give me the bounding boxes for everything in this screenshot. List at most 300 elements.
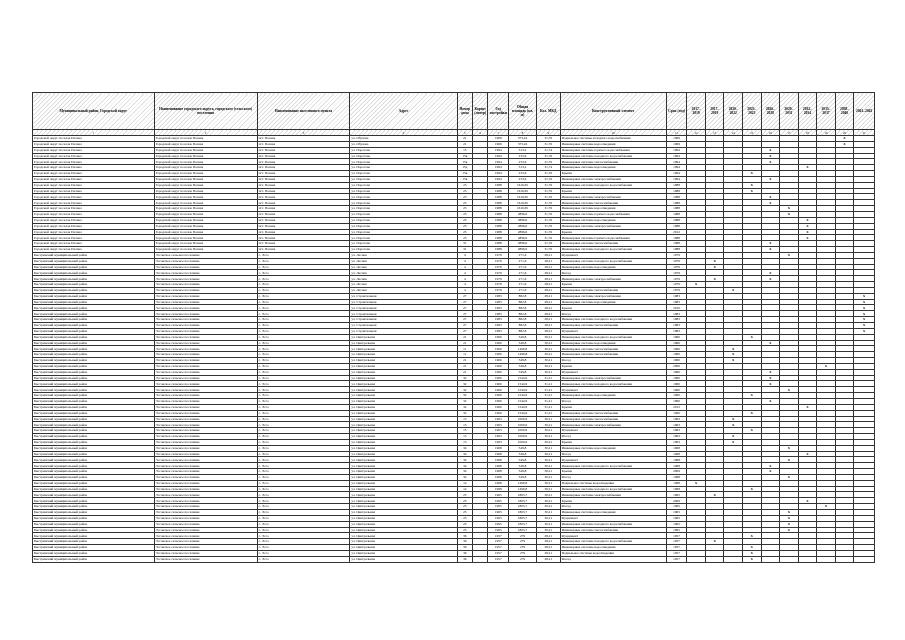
schedule-mark: X bbox=[798, 223, 817, 229]
table-cell: ул. Поротова bbox=[350, 235, 457, 241]
table-cell: Инженерные системы холодного водоснабжения bbox=[560, 539, 666, 545]
table-cell: Фундамент bbox=[560, 428, 666, 434]
table-cell: Городской округ поселок Палана bbox=[154, 200, 257, 206]
table-cell: 1994 bbox=[488, 147, 509, 153]
schedule-mark: X bbox=[780, 527, 799, 533]
table-cell: 30,21 bbox=[536, 346, 560, 352]
table-cell: Фундамент bbox=[560, 533, 666, 539]
table-cell: Эссовское сельское поселение bbox=[154, 264, 257, 270]
table-cell: 28,21 bbox=[536, 556, 560, 562]
table-cell: Быстринский муниципальный район bbox=[33, 252, 155, 258]
column-number: 21 bbox=[854, 130, 875, 136]
table-cell: Инженерные системы электроснабжения bbox=[560, 276, 666, 282]
table-cell: Фасад bbox=[560, 270, 666, 276]
table-cell: 1968 bbox=[666, 480, 687, 486]
table-cell: Крыша bbox=[560, 188, 666, 194]
table-cell: ул. Лесная bbox=[350, 270, 457, 276]
column-header: 2017–2019 bbox=[687, 93, 706, 130]
table-cell: Эссовское сельское поселение bbox=[154, 457, 257, 463]
table-cell: 1968 bbox=[488, 474, 509, 480]
table-cell: Быстринский муниципальный район bbox=[33, 469, 155, 475]
schedule-mark: X bbox=[780, 474, 799, 480]
table-cell: 279 bbox=[509, 556, 537, 562]
column-number: 4 bbox=[350, 130, 457, 136]
table-cell: 23 bbox=[457, 182, 472, 188]
table-cell: с. Эссо bbox=[257, 387, 350, 393]
table-cell: Городской округ поселок Палана bbox=[154, 182, 257, 188]
table-cell: 1968 bbox=[488, 451, 509, 457]
table-cell: Быстринский муниципальный район bbox=[33, 381, 155, 387]
table-cell: Городской округ поселок Палана bbox=[33, 188, 155, 194]
table-cell: 1960 bbox=[666, 375, 687, 381]
table-cell: Городской округ поселок Палана bbox=[33, 223, 155, 229]
table-cell: Быстринский муниципальный район bbox=[33, 457, 155, 463]
table-cell: Инженерные системы теплоснабжения bbox=[560, 416, 666, 422]
table-cell: 1988 bbox=[488, 223, 509, 229]
table-cell: Инженерные системы холодного водоснабжения bbox=[560, 317, 666, 323]
table-cell: 2896,6 bbox=[509, 241, 537, 247]
table-cell: ул. Лесная bbox=[350, 258, 457, 264]
table-cell: 23 bbox=[457, 206, 472, 212]
table-cell: 1616,65 bbox=[509, 194, 537, 200]
table-cell: 1988 bbox=[488, 229, 509, 235]
column-number: 7 bbox=[488, 130, 509, 136]
table-cell: ул. Центральная bbox=[350, 445, 457, 451]
table-cell: Инженерные системы электроснабжения bbox=[560, 375, 666, 381]
table-cell: 2896,6 bbox=[509, 211, 537, 217]
column-number: 8 bbox=[509, 130, 537, 136]
table-cell: ул. Поротова bbox=[350, 247, 457, 253]
schedule-mark: X bbox=[743, 545, 762, 551]
table-cell: 28,21 bbox=[536, 282, 560, 288]
table-cell: Эссовское сельское поселение bbox=[154, 381, 257, 387]
table-cell: ул. Строительная bbox=[350, 293, 457, 299]
schedule-mark: X bbox=[761, 270, 780, 276]
table-cell: с. Эссо bbox=[257, 323, 350, 329]
table-cell: с. Эссо bbox=[257, 521, 350, 527]
table-cell: Фундамент bbox=[560, 457, 666, 463]
table-cell: Крыша bbox=[560, 469, 666, 475]
table-cell: 1963 bbox=[488, 434, 509, 440]
column-header: Номер дома bbox=[457, 93, 472, 130]
table-cell: 2896,6 bbox=[509, 217, 537, 223]
schedule-mark: X bbox=[724, 422, 743, 428]
table-cell: 1960 bbox=[666, 410, 687, 416]
table-cell: 30,21 bbox=[536, 439, 560, 445]
table-cell: с. Эссо bbox=[257, 445, 350, 451]
column-header: 2038–2040 bbox=[835, 93, 854, 130]
table-cell: 1863,7 bbox=[509, 527, 537, 533]
table-cell: Быстринский муниципальный район bbox=[33, 474, 155, 480]
schedule-mark: X bbox=[798, 165, 817, 171]
table-cell: 271,6 bbox=[509, 258, 537, 264]
table-cell: 1994 bbox=[666, 171, 687, 177]
table-cell: 1499,8 bbox=[509, 486, 537, 492]
schedule-mark: X bbox=[854, 305, 875, 311]
table-cell: 31,76 bbox=[536, 194, 560, 200]
table-cell: 1968 bbox=[666, 474, 687, 480]
column-number: 16 bbox=[761, 130, 780, 136]
table-cell: Эссовское сельское поселение bbox=[154, 434, 257, 440]
table-cell: 31,76 bbox=[536, 136, 560, 142]
table-cell: Эссовское сельское поселение bbox=[154, 492, 257, 498]
table-cell: 25 bbox=[457, 235, 472, 241]
table-cell: 2896,6 bbox=[509, 247, 537, 253]
schedule-mark: X bbox=[724, 346, 743, 352]
table-cell: Городской округ поселок Палана bbox=[33, 171, 155, 177]
table-cell: 1988 bbox=[488, 188, 509, 194]
table-cell: 30,21 bbox=[536, 527, 560, 533]
table-cell: 271,6 bbox=[509, 282, 537, 288]
table-cell: 271,6 bbox=[509, 276, 537, 282]
table-cell: Инженерные системы электроснабжения bbox=[560, 492, 666, 498]
table-cell: Быстринский муниципальный район bbox=[33, 556, 155, 562]
table-cell: 31,76 bbox=[536, 176, 560, 182]
table-cell: Эссовское сельское поселение bbox=[154, 504, 257, 510]
table-cell: 2896,6 bbox=[509, 223, 537, 229]
table-cell: Инженерные системы водоотведения bbox=[560, 165, 666, 171]
table-cell: Фасад bbox=[560, 504, 666, 510]
schedule-mark: X bbox=[743, 182, 762, 188]
table-cell: 1994 bbox=[488, 171, 509, 177]
table-cell: 1000,6 bbox=[509, 416, 537, 422]
schedule-mark: X bbox=[761, 276, 780, 282]
schedule-mark: X bbox=[761, 340, 780, 346]
table-cell: 1979 bbox=[666, 264, 687, 270]
table-cell: 549,8 bbox=[509, 451, 537, 457]
table-cell: с. Эссо bbox=[257, 434, 350, 440]
table-cell: Эссовское сельское поселение bbox=[154, 527, 257, 533]
table-cell: ул. Центральная bbox=[350, 480, 457, 486]
table-cell: 31,76 bbox=[536, 171, 560, 177]
table-cell: 1994 bbox=[666, 159, 687, 165]
table-cell: 1960 bbox=[666, 393, 687, 399]
table-cell: 15д bbox=[457, 165, 472, 171]
table-cell: Городской округ поселок Палана bbox=[154, 229, 257, 235]
table-cell: 1960 bbox=[666, 358, 687, 364]
table-cell: Городской округ поселок Палана bbox=[154, 136, 257, 142]
table-cell: Быстринский муниципальный район bbox=[33, 422, 155, 428]
table-cell: 27 bbox=[457, 305, 472, 311]
table-cell: 1965 bbox=[488, 498, 509, 504]
table-cell: Эссовское сельское поселение bbox=[154, 299, 257, 305]
table-cell: 23 bbox=[457, 200, 472, 206]
table-cell: Эссовское сельское поселение bbox=[154, 416, 257, 422]
table-cell: 1963 bbox=[666, 434, 687, 440]
table-cell: 279 bbox=[509, 533, 537, 539]
table-cell: 25 bbox=[457, 498, 472, 504]
table-cell: Быстринский муниципальный район bbox=[33, 369, 155, 375]
schedule-mark: X bbox=[761, 159, 780, 165]
table-cell: с. Эссо bbox=[257, 515, 350, 521]
schedule-mark: X bbox=[724, 352, 743, 358]
schedule-mark: X bbox=[761, 369, 780, 375]
table-cell: с. Эссо bbox=[257, 451, 350, 457]
table-cell: ул. Обухова bbox=[350, 136, 457, 142]
schedule-mark: X bbox=[724, 416, 743, 422]
table-cell: 1957 bbox=[666, 550, 687, 556]
table-cell: 279 bbox=[509, 539, 537, 545]
table-cell: 1544,9 bbox=[509, 393, 537, 399]
table-cell: 1960 bbox=[488, 381, 509, 387]
table-cell: с. Эссо bbox=[257, 416, 350, 422]
table-cell: 25 bbox=[457, 521, 472, 527]
table-cell: Быстринский муниципальный район bbox=[33, 504, 155, 510]
table-cell: ул. Поротова bbox=[350, 229, 457, 235]
table-cell: Быстринский муниципальный район bbox=[33, 328, 155, 334]
table-cell: Быстринский муниципальный район bbox=[33, 498, 155, 504]
table-cell: 1963 bbox=[666, 416, 687, 422]
schedule-mark: X bbox=[817, 363, 836, 369]
table-cell: ул. Центральная bbox=[350, 387, 457, 393]
column-header: 2041–2043 bbox=[854, 93, 875, 130]
table-cell: 1863,7 bbox=[509, 498, 537, 504]
schedule-mark: X bbox=[743, 188, 762, 194]
capital-repair-table bbox=[32, 92, 875, 563]
schedule-mark: X bbox=[780, 206, 799, 212]
table-cell: Инженерные системы электроснабжения bbox=[560, 176, 666, 182]
schedule-mark: X bbox=[780, 521, 799, 527]
table-cell: с. Эссо bbox=[257, 305, 350, 311]
table-cell: с. Эссо bbox=[257, 358, 350, 364]
table-cell: ул. Поротова bbox=[350, 176, 457, 182]
table-cell: Эссовское сельское поселение bbox=[154, 340, 257, 346]
table-cell: Быстринский муниципальный район bbox=[33, 387, 155, 393]
table-cell: Эссовское сельское поселение bbox=[154, 317, 257, 323]
table-cell: 1544,9 bbox=[509, 410, 537, 416]
schedule-mark: X bbox=[761, 247, 780, 253]
table-cell: ул. Центральная bbox=[350, 474, 457, 480]
table-cell: Быстринский муниципальный район bbox=[33, 334, 155, 340]
table-cell: Эссовское сельское поселение bbox=[154, 545, 257, 551]
table-cell: 1979 bbox=[488, 276, 509, 282]
table-cell: 21 bbox=[457, 334, 472, 340]
schedule-mark: X bbox=[854, 323, 875, 329]
column-number: 3 bbox=[257, 130, 350, 136]
table-cell: Городской округ поселок Палана bbox=[33, 211, 155, 217]
table-cell: Крыша bbox=[560, 404, 666, 410]
table-cell: Эссовское сельское поселение bbox=[154, 276, 257, 282]
schedule-mark: X bbox=[780, 445, 799, 451]
table-cell: 30,21 bbox=[536, 352, 560, 358]
table-cell: 1983 bbox=[488, 305, 509, 311]
table-cell: 271,6 bbox=[509, 252, 537, 258]
table-cell: Городской округ поселок Палана bbox=[33, 247, 155, 253]
table-cell: Эссовское сельское поселение bbox=[154, 539, 257, 545]
table-cell: 1616,65 bbox=[509, 182, 537, 188]
table-cell: 28,21 bbox=[536, 311, 560, 317]
table-cell: Эссовское сельское поселение bbox=[154, 439, 257, 445]
table-cell: 31,76 bbox=[536, 247, 560, 253]
table-cell: 1994 bbox=[488, 176, 509, 182]
table-cell: пгт. Палана bbox=[257, 159, 350, 165]
table-cell: 1988 bbox=[666, 211, 687, 217]
table-cell: 1960 bbox=[666, 381, 687, 387]
column-number: 14 bbox=[724, 130, 743, 136]
schedule-mark: X bbox=[798, 235, 817, 241]
table-cell: ул. Поротова bbox=[350, 147, 457, 153]
table-cell: 1983 bbox=[666, 293, 687, 299]
table-cell: Быстринский муниципальный район bbox=[33, 480, 155, 486]
table-cell: Быстринский муниципальный район bbox=[33, 311, 155, 317]
table-cell: Инженерные системы водоотведения bbox=[560, 510, 666, 516]
table-cell: ул. Поротова bbox=[350, 165, 457, 171]
table-cell: 271,6 bbox=[509, 270, 537, 276]
table-cell: 30,21 bbox=[536, 428, 560, 434]
table-cell: 31,76 bbox=[536, 241, 560, 247]
table-cell: 549,8 bbox=[509, 469, 537, 475]
table-cell: 28,21 bbox=[536, 539, 560, 545]
table-cell: 11 bbox=[457, 346, 472, 352]
table-cell: Городской округ поселок Палана bbox=[154, 159, 257, 165]
table-cell: 1979 bbox=[666, 252, 687, 258]
schedule-mark: X bbox=[761, 463, 780, 469]
table-cell: 1965 bbox=[488, 527, 509, 533]
table-cell: Фасад bbox=[560, 474, 666, 480]
table-cell: 1968 bbox=[488, 486, 509, 492]
table-cell: Крыша bbox=[560, 439, 666, 445]
table-cell: 1988 bbox=[488, 235, 509, 241]
table-cell: пгт. Палана bbox=[257, 235, 350, 241]
table-cell: 1988 bbox=[488, 217, 509, 223]
table-cell: 1983 bbox=[666, 317, 687, 323]
table-cell: 1960 bbox=[488, 346, 509, 352]
table-cell: Фасад bbox=[560, 311, 666, 317]
schedule-mark: X bbox=[854, 328, 875, 334]
table-cell: 28,21 bbox=[536, 317, 560, 323]
table-cell: Эссовское сельское поселение bbox=[154, 463, 257, 469]
table-cell: 233,6 bbox=[509, 159, 537, 165]
table-cell: 882,8 bbox=[509, 299, 537, 305]
table-cell: 27 bbox=[457, 317, 472, 323]
table-cell: пгт. Палана bbox=[257, 153, 350, 159]
table-cell: с. Эссо bbox=[257, 369, 350, 375]
table-cell: 1965 bbox=[488, 521, 509, 527]
table-cell: Городской округ поселок Палана bbox=[154, 223, 257, 229]
schedule-mark: X bbox=[705, 258, 724, 264]
table-cell: с. Эссо bbox=[257, 463, 350, 469]
table-cell: пгт. Палана bbox=[257, 194, 350, 200]
table-cell: 1616,65 bbox=[509, 200, 537, 206]
table-cell: ул. Центральная bbox=[350, 398, 457, 404]
table-cell: 32 bbox=[457, 398, 472, 404]
table-cell: с. Эссо bbox=[257, 276, 350, 282]
table-cell: 1957 bbox=[488, 556, 509, 562]
table-cell: Инженерные системы водоотведения bbox=[560, 141, 666, 147]
schedule-mark: X bbox=[743, 556, 762, 562]
table-cell: Инженерные системы горячего водоснабжения bbox=[560, 235, 666, 241]
table-cell: 28,21 bbox=[536, 299, 560, 305]
table-cell: Быстринский муниципальный район bbox=[33, 346, 155, 352]
schedule-mark: X bbox=[705, 264, 724, 270]
schedule-mark: X bbox=[761, 147, 780, 153]
table-cell: с. Эссо bbox=[257, 346, 350, 352]
spreadsheet-page bbox=[32, 92, 905, 563]
schedule-mark: X bbox=[743, 334, 762, 340]
table-cell: 31,76 bbox=[536, 188, 560, 194]
schedule-mark bbox=[854, 556, 875, 562]
table-cell: Быстринский муниципальный район bbox=[33, 492, 155, 498]
table-cell: 15в bbox=[457, 171, 472, 177]
table-cell: Быстринский муниципальный район bbox=[33, 545, 155, 551]
column-number: 1 bbox=[33, 130, 155, 136]
table-cell: Быстринский муниципальный район bbox=[33, 317, 155, 323]
table-cell: 1968 bbox=[666, 463, 687, 469]
table-cell: ул. Центральная bbox=[350, 410, 457, 416]
table-cell: ул. Центральная bbox=[350, 381, 457, 387]
table-cell: Инженерные системы холодного водоснабжения bbox=[560, 182, 666, 188]
table-cell: Эссовское сельское поселение bbox=[154, 358, 257, 364]
table-cell: с. Эссо bbox=[257, 340, 350, 346]
table-cell: Эссовское сельское поселение bbox=[154, 515, 257, 521]
table-cell: 1979 bbox=[666, 276, 687, 282]
table-cell: ул. Поротова bbox=[350, 241, 457, 247]
table-cell: Фасад bbox=[560, 556, 666, 562]
column-header: 2017–2019 bbox=[705, 93, 724, 130]
table-cell: ул. Центральная bbox=[350, 510, 457, 516]
table-cell: 1988 bbox=[488, 206, 509, 212]
column-header: Муниципальный район, Городской округ bbox=[33, 93, 155, 130]
schedule-mark: X bbox=[780, 457, 799, 463]
table-cell: ул. Центральная bbox=[350, 486, 457, 492]
table-cell: 30,21 bbox=[536, 451, 560, 457]
table-cell: 1968 bbox=[666, 451, 687, 457]
table-cell: 1979 bbox=[488, 270, 509, 276]
table-cell: ул. Центральная bbox=[350, 340, 457, 346]
table-cell: 549,8 bbox=[509, 340, 537, 346]
table-cell: ул. Центральная bbox=[350, 363, 457, 369]
column-header: 2032–2034 bbox=[798, 93, 817, 130]
table-cell: 34 bbox=[457, 445, 472, 451]
table-cell: 1983 bbox=[488, 317, 509, 323]
table-cell: ул. Поротова bbox=[350, 211, 457, 217]
table-cell: 279 bbox=[509, 545, 537, 551]
table-cell: 1965 bbox=[488, 504, 509, 510]
schedule-mark: X bbox=[761, 375, 780, 381]
table-cell: Городской округ поселок Палана bbox=[154, 153, 257, 159]
table-cell: с. Эссо bbox=[257, 527, 350, 533]
table-cell: 30,21 bbox=[536, 334, 560, 340]
table-cell: Инженерные системы электроснабжения bbox=[560, 194, 666, 200]
table-cell: Городской округ поселок Палана bbox=[154, 171, 257, 177]
table-cell: Инженерные системы теплоснабжения bbox=[560, 323, 666, 329]
table-cell: 1994 bbox=[666, 176, 687, 182]
table-cell: Эссовское сельское поселение bbox=[154, 550, 257, 556]
table-body bbox=[33, 136, 875, 563]
table-cell: 1960 bbox=[488, 358, 509, 364]
table-cell: ул. Центральная bbox=[350, 451, 457, 457]
table-cell: 1968 bbox=[488, 463, 509, 469]
table-cell: Быстринский муниципальный район bbox=[33, 305, 155, 311]
table-cell: 1983 bbox=[488, 323, 509, 329]
table-cell: 21 bbox=[457, 136, 472, 142]
table-cell: пгт. Палана bbox=[257, 206, 350, 212]
table-cell: 21 bbox=[457, 358, 472, 364]
column-number: 13 bbox=[705, 130, 724, 136]
table-cell: ул. Поротова bbox=[350, 188, 457, 194]
table-cell: Быстринский муниципальный район bbox=[33, 258, 155, 264]
table-cell: 31,21 bbox=[536, 393, 560, 399]
schedule-mark: X bbox=[743, 171, 762, 177]
table-cell: 1963 bbox=[488, 439, 509, 445]
schedule-mark: X bbox=[798, 404, 817, 410]
table-cell: Эссовское сельское поселение bbox=[154, 398, 257, 404]
table-cell: 1863,7 bbox=[509, 510, 537, 516]
table-cell: Быстринский муниципальный район bbox=[33, 363, 155, 369]
table-cell: 1979 bbox=[488, 287, 509, 293]
table-cell: Городской округ поселок Палана bbox=[154, 141, 257, 147]
table-cell: 4 bbox=[457, 264, 472, 270]
